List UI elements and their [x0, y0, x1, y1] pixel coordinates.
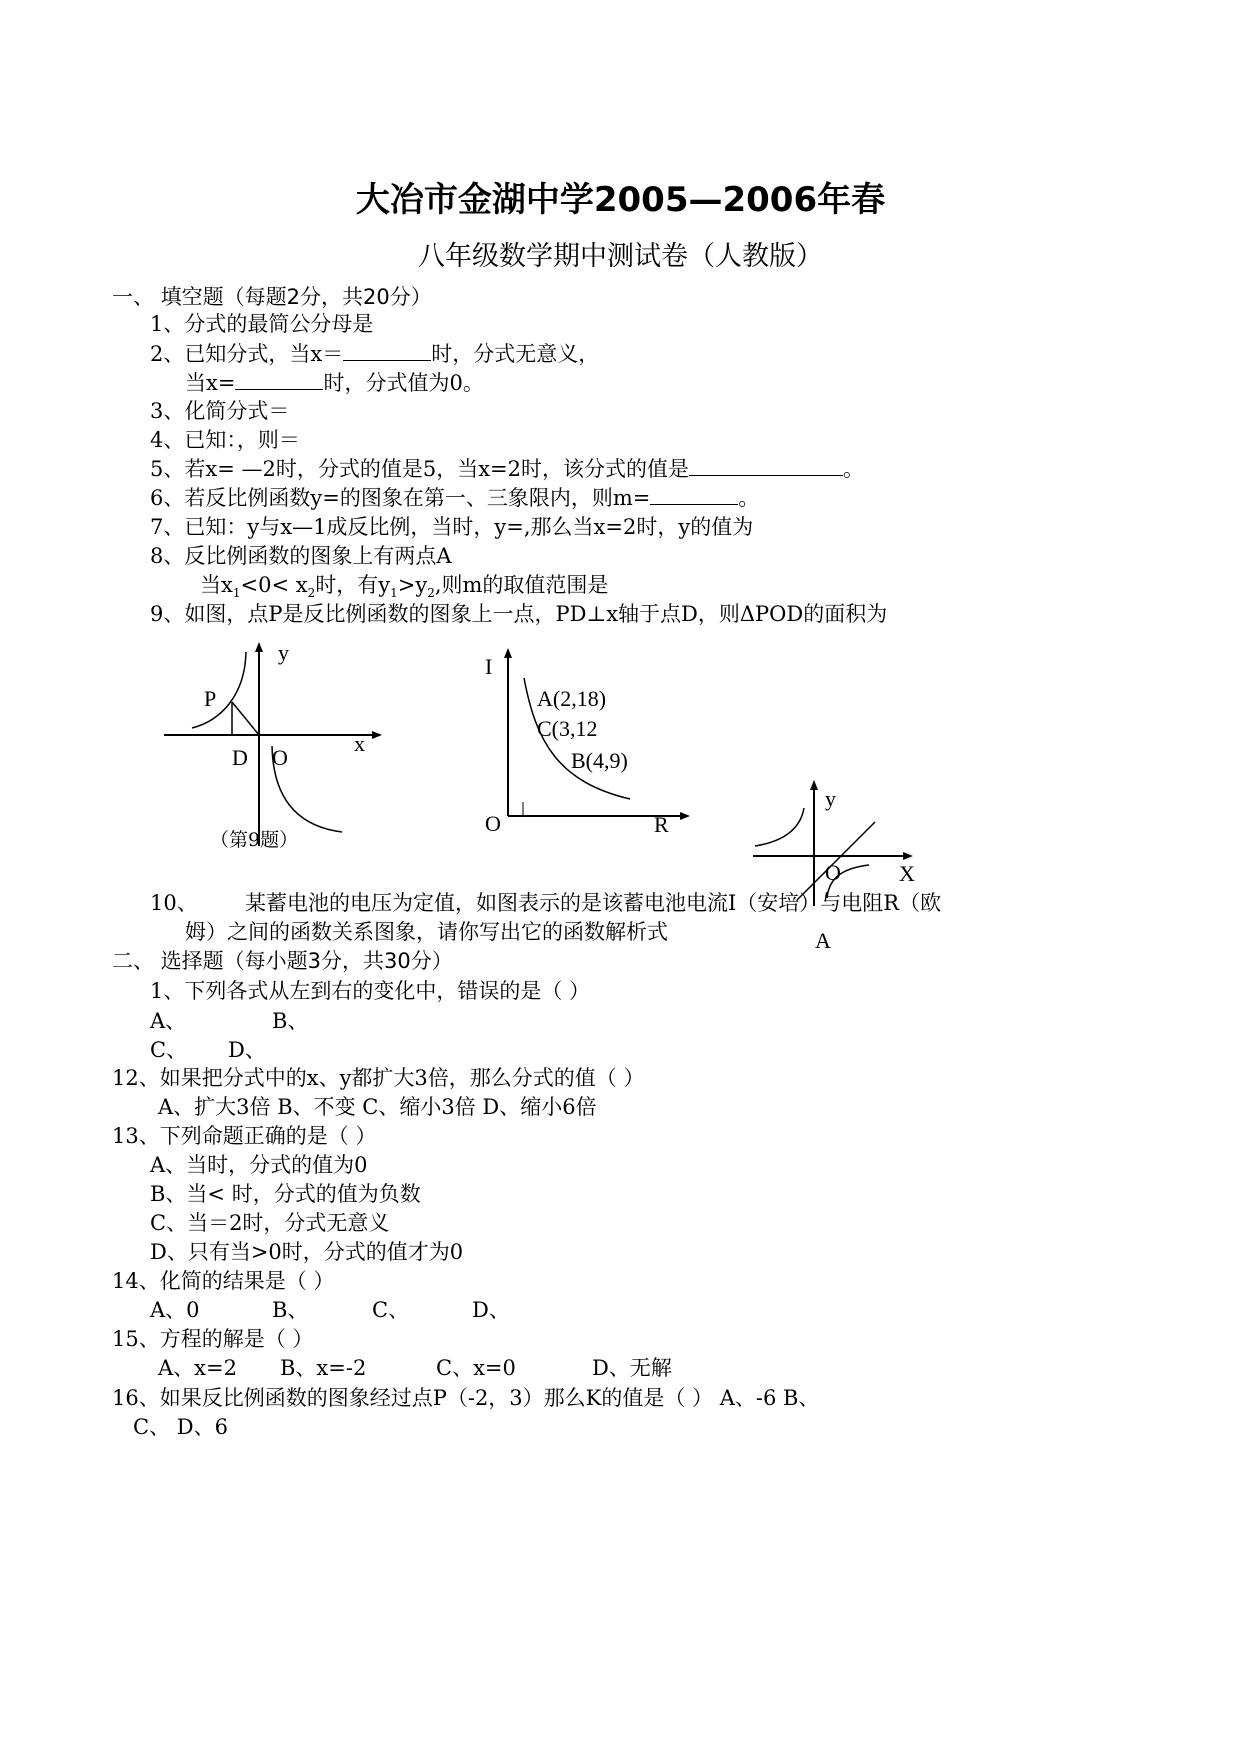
label-o: O [272, 745, 288, 770]
i-axis-arrow [504, 648, 512, 658]
q12-options: A、扩大3倍 B、不变 C、缩小3倍 D、缩小6倍 [158, 1095, 597, 1119]
label-y: y [825, 786, 836, 811]
label-p: P [204, 686, 217, 711]
section2-heading: 二、 选择题（每小题3分，共30分） [112, 949, 453, 973]
question-16: 16、如果反比例函数的图象经过点P（-2，3）那么K的值是（ ） A、-6 B、 [112, 1386, 820, 1410]
question-15: 15、方程的解是（ ） [112, 1327, 314, 1351]
answer-blank [689, 457, 843, 476]
q14-option-a: A、0 [150, 1298, 200, 1322]
q15-option-a: A、x=2 [158, 1356, 237, 1380]
q15-option-d: D、无解 [592, 1356, 672, 1380]
q13-option-a: A、当时，分式的值为0 [150, 1153, 368, 1177]
label-point-a: A(2,18) [537, 686, 607, 711]
question-16-continued: C、 D、6 [133, 1415, 228, 1439]
hyperbola-branch-upper [192, 652, 246, 728]
q14-option-c: C、 [372, 1298, 410, 1322]
q11-option-c: C、 [150, 1038, 188, 1062]
label-x: X [899, 861, 915, 886]
answer-blank [650, 486, 738, 505]
figure-q10 [480, 642, 700, 842]
question-8b-part: <0< x [240, 573, 308, 597]
q11-option-b: B、 [272, 1009, 309, 1033]
x-axis-arrow [903, 852, 913, 860]
question-5-text-end: 。 [843, 457, 864, 481]
hyperbola-branch-left [755, 808, 804, 846]
label-d: D [232, 745, 248, 770]
subscript: 2 [307, 586, 316, 601]
question-10-line2: 姆）之间的函数关系图象，请你写出它的函数解析式 [185, 920, 668, 944]
label-y: y [278, 640, 289, 665]
label-o: O [825, 860, 841, 885]
label-point-b: B(4,9) [571, 748, 628, 773]
question-8b-part: ,则m的取值范围是 [434, 573, 609, 597]
question-6 [150, 484, 759, 512]
question-2b [185, 369, 484, 397]
question-8b-part: >y [397, 573, 428, 597]
r-axis-arrow [680, 812, 690, 820]
question-8b-part: 时，有y [315, 573, 391, 597]
question-2b-text: 当x= [185, 371, 236, 395]
question-14: 14、化简的结果是（ ） [112, 1269, 335, 1293]
question-2b-text-end: 时，分式值为0。 [323, 371, 484, 395]
question-1: 1、分式的最简公分母是 [150, 312, 374, 336]
figure-right [745, 776, 925, 956]
segment-po [232, 702, 259, 735]
answer-blank [235, 371, 323, 390]
figure-q9 [160, 636, 400, 856]
question-6-text: 6、若反比例函数y=的图象在第一、三象限内，则m= [150, 486, 651, 510]
label-r: R [654, 812, 669, 837]
question-12: 12、如果把分式中的x、y都扩大3倍，那么分式的值（ ） [112, 1066, 645, 1090]
y-axis-arrow [810, 780, 818, 790]
label-a: A [815, 928, 831, 953]
exam-title: 大冶市金湖中学2005—2006年春 [355, 180, 886, 220]
q13-option-b: B、当< 时，分式的值为负数 [150, 1182, 421, 1206]
question-5-text: 5、若x= —2时，分式的值是5，当x=2时，该分式的值是 [150, 457, 689, 481]
question-6-text-end: 。 [738, 486, 760, 510]
label-point-c: C(3,12 [537, 716, 598, 741]
question-2a-text: 2、已知分式，当x＝ [150, 342, 344, 366]
question-4: 4、已知：，则＝ [150, 428, 300, 452]
question-10-number: 10、 [150, 891, 198, 915]
q15-option-b: B、x=-2 [280, 1356, 367, 1380]
q15-option-c: C、x=0 [436, 1356, 516, 1380]
question-2a [150, 340, 599, 368]
q13-option-c: C、当＝2时，分式无意义 [150, 1211, 390, 1235]
answer-blank [343, 342, 431, 361]
question-8a: 8、反比例函数的图象上有两点A [150, 544, 452, 568]
question-8b-part: 当x [200, 573, 233, 597]
question-5 [150, 455, 864, 483]
question-9: 9、如图，点P是反比例函数的图象上一点，PD⊥x轴于点D，则ΔPOD的面积为 [150, 602, 888, 626]
subscript: 1 [232, 586, 241, 601]
question-7: 7、已知：y与x—1成反比例，当时，y=,那么当x=2时，y的值为 [150, 515, 754, 539]
label-i: I [485, 654, 493, 679]
question-13: 13、下列命题正确的是（ ） [112, 1124, 377, 1148]
q14-option-b: B、 [272, 1298, 309, 1322]
question-3: 3、化简分式＝ [150, 399, 290, 423]
exam-subtitle: 八年级数学期中测试卷（人教版） [418, 241, 823, 272]
question-10-line1: 某蓄电池的电压为定值，如图表示的是该蓄电池电流I（安培）与电阻R（欧 [245, 891, 942, 915]
q13-option-d: D、只有当>0时，分式的值才为0 [150, 1240, 464, 1264]
label-x: x [354, 731, 365, 756]
x-axis-arrow [372, 731, 382, 739]
figure-q9-caption: （第9题） [210, 829, 299, 851]
y-axis-arrow [255, 642, 263, 652]
q11-option-d: D、 [228, 1038, 266, 1062]
section1-heading: 一、 填空题（每题2分，共20分） [112, 285, 432, 309]
subscript: 1 [390, 586, 398, 601]
question-2a-text-end: 时，分式无意义， [431, 342, 600, 366]
q11-option-a: A、 [150, 1009, 187, 1033]
label-o: O [485, 811, 501, 836]
question-11: 1、下列各式从左到右的变化中，错误的是（ ） [150, 979, 591, 1003]
subscript: 2 [427, 586, 435, 601]
q14-option-d: D、 [472, 1298, 510, 1322]
